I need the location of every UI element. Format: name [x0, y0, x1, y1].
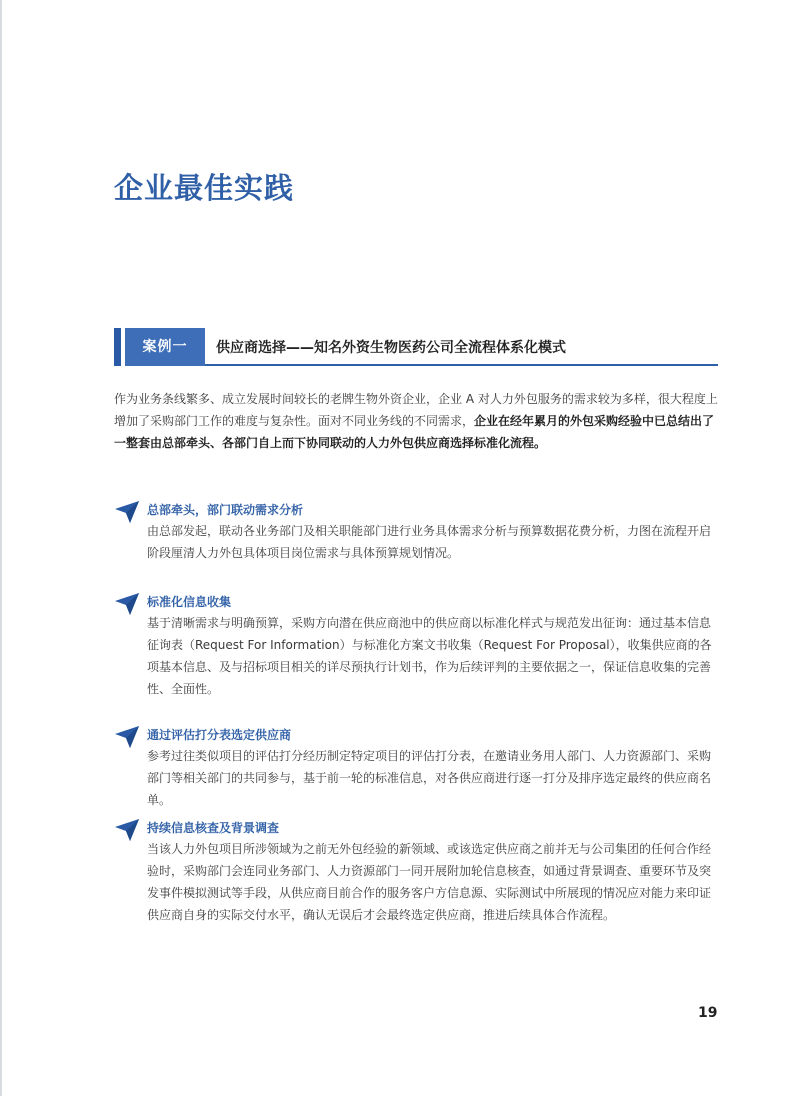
- section-body: 由总部发起，联动各业务部门及相关职能部门进行业务具体需求分析与预算数据花费分析，力图在流程开启阶段厘清人力外包具体项目岗位需求与具体预算规划情况。: [147, 524, 712, 560]
- paper-plane-icon: [114, 725, 140, 749]
- case-underline: [205, 364, 718, 366]
- page-number: 19: [698, 1005, 718, 1021]
- section-title: 总部牵头，部门联动需求分析: [147, 503, 304, 517]
- case-label: 案例一: [125, 328, 205, 366]
- section-body: 参考过往类似项目的评估打分经历制定特定项目的评估打分表，在邀请业务用人部门、人力资源部门、采购部门等相关部门的共同参与，基于前一轮的标准信息，对各供应商进行逐一打分及排序选定最终的供应商名单。: [147, 749, 712, 807]
- section-body: 当该人力外包项目所涉领域为之前无外包经验的新领域、或该选定供应商之前并无与公司集团的任何合作经验时，采购部门会连同业务部门、人力资源部门一同开展附加轮信息核查，如通过背景调查、重要环节及突发事件模拟测试等手段，从供应商目前合作的服务客户方信息源、实际测试中所展现的情况应对能力来印证供应商自身的实际交付水平，确认无误后才会最终选定供应商，推进后续具体合作流程。: [147, 842, 712, 922]
- section-title: 通过评估打分表选定供应商: [147, 728, 292, 742]
- paper-plane-icon: [114, 818, 140, 842]
- case-title: 供应商选择——知名外资生物医药公司全流程体系化模式: [216, 340, 566, 356]
- page-title: 企业最佳实践: [114, 171, 295, 205]
- section-body: 基于清晰需求与明确预算，采购方向潜在供应商池中的供应商以标准化样式与规范发出征询：通过基本信息征询表（Request For Information）与标准化方案文书收集（Request For Proposal），收集供应商的各项基本信息、及与招标项目相关的详尽预执行计划书，作为后续评判的主要依据之一，保证信息收集的完善性、全面性。: [147, 616, 712, 696]
- case-accent-bar: [114, 328, 121, 366]
- section-title: 标准化信息收集: [147, 595, 232, 609]
- paper-plane-icon: [114, 500, 140, 524]
- intro-text: 作为业务条线繁多、成立发展时间较长的老牌生物外资企业，企业 A 对人力外包服务的需求较为多样，很大程度上增加了采购部门工作的难度与复杂性。面对不同业务线的不同需求，: [114, 392, 718, 428]
- paper-plane-icon: [114, 592, 140, 616]
- intro-paragraph: [114, 388, 720, 454]
- page-edge-rule: [0, 0, 2, 1096]
- section-title: 持续信息核查及背景调查: [147, 821, 280, 835]
- case-header: [114, 328, 718, 366]
- intro-emphasis: 企业在经年累月的外包采购经验中已总结出了一整套由总部牵头、各部门自上而下协同联动的人力外包供应商选择标准化流程。: [114, 414, 715, 450]
